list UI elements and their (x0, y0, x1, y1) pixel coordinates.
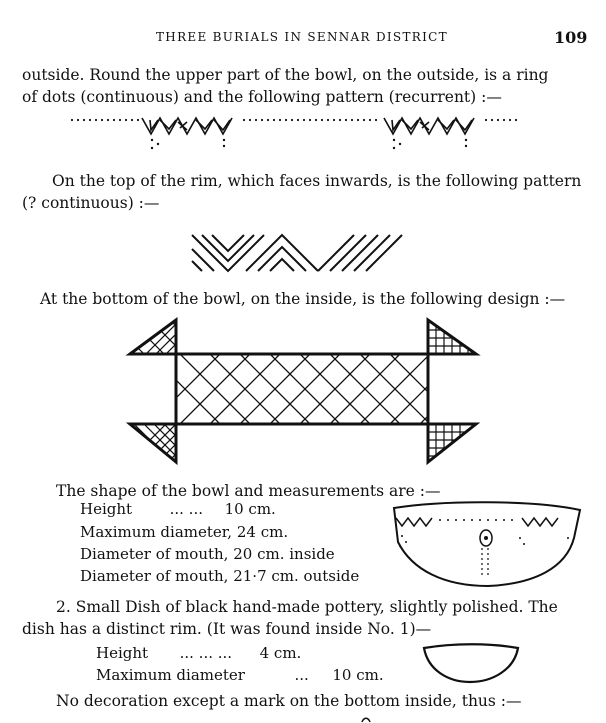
bottom-design-figure (0, 310, 606, 475)
measurement-row (80, 545, 335, 563)
measurement-label: Height (96, 644, 149, 662)
paragraph-line: (? continuous) :— (22, 194, 160, 212)
measurement-value: 10 cm. (224, 500, 276, 518)
measurement-row (96, 644, 301, 662)
measurement-label: Maximum diameter (96, 666, 245, 684)
measurement-row (80, 523, 288, 541)
measurement-leader: ... (294, 666, 309, 684)
measurement-value: 20 cm. inside (233, 545, 335, 563)
paragraph-line: No decoration except a mark on the bottom inside, thus :— (56, 692, 522, 710)
bowl-shape-sketch (384, 498, 590, 594)
page-number: 109 (554, 28, 588, 47)
measurement-value: 21·7 cm. outside (233, 567, 360, 585)
measurement-label: Diameter of mouth, (80, 567, 229, 585)
measurement-value: 10 cm. (332, 666, 384, 684)
chevron-rim-pattern-figure (0, 215, 606, 280)
paragraph-line: 2. Small Dish of black hand-made pottery, slightly polished. The (56, 598, 558, 616)
paragraph-line: of dots (continuous) and the following pattern (recurrent) :— (22, 88, 502, 106)
measurement-row (96, 666, 384, 684)
measurement-label: Height (80, 500, 133, 518)
measurement-leader: ... ... ... (179, 644, 233, 662)
paragraph-line: On the top of the rim, which faces inwards, is the following pattern (52, 172, 582, 190)
measurement-value: 4 cm. (259, 644, 302, 662)
dish-shape-sketch (418, 640, 524, 686)
measurement-row (80, 567, 359, 585)
paragraph-line: The shape of the bowl and measurements are :— (56, 482, 441, 500)
measurement-leader: ... ... (169, 500, 203, 518)
paragraph-line: outside. Round the upper part of the bowl, on the outside, is a ring (22, 66, 549, 84)
paragraph-line: At the bottom of the bowl, on the inside, is the following design :— (40, 290, 566, 308)
measurement-row (80, 500, 276, 518)
running-title: THREE BURIALS IN SENNAR DISTRICT (156, 30, 448, 44)
measurement-label: Maximum diameter, (80, 523, 233, 541)
measurement-value: 24 cm. (236, 523, 289, 541)
measurement-label: Diameter of mouth, (80, 545, 229, 563)
paragraph-line: dish has a distinct rim. (It was found inside No. 1)— (22, 620, 432, 638)
page-header (0, 30, 606, 50)
bottom-mark (360, 716, 372, 723)
dot-triangle-pattern-figure (0, 110, 606, 155)
